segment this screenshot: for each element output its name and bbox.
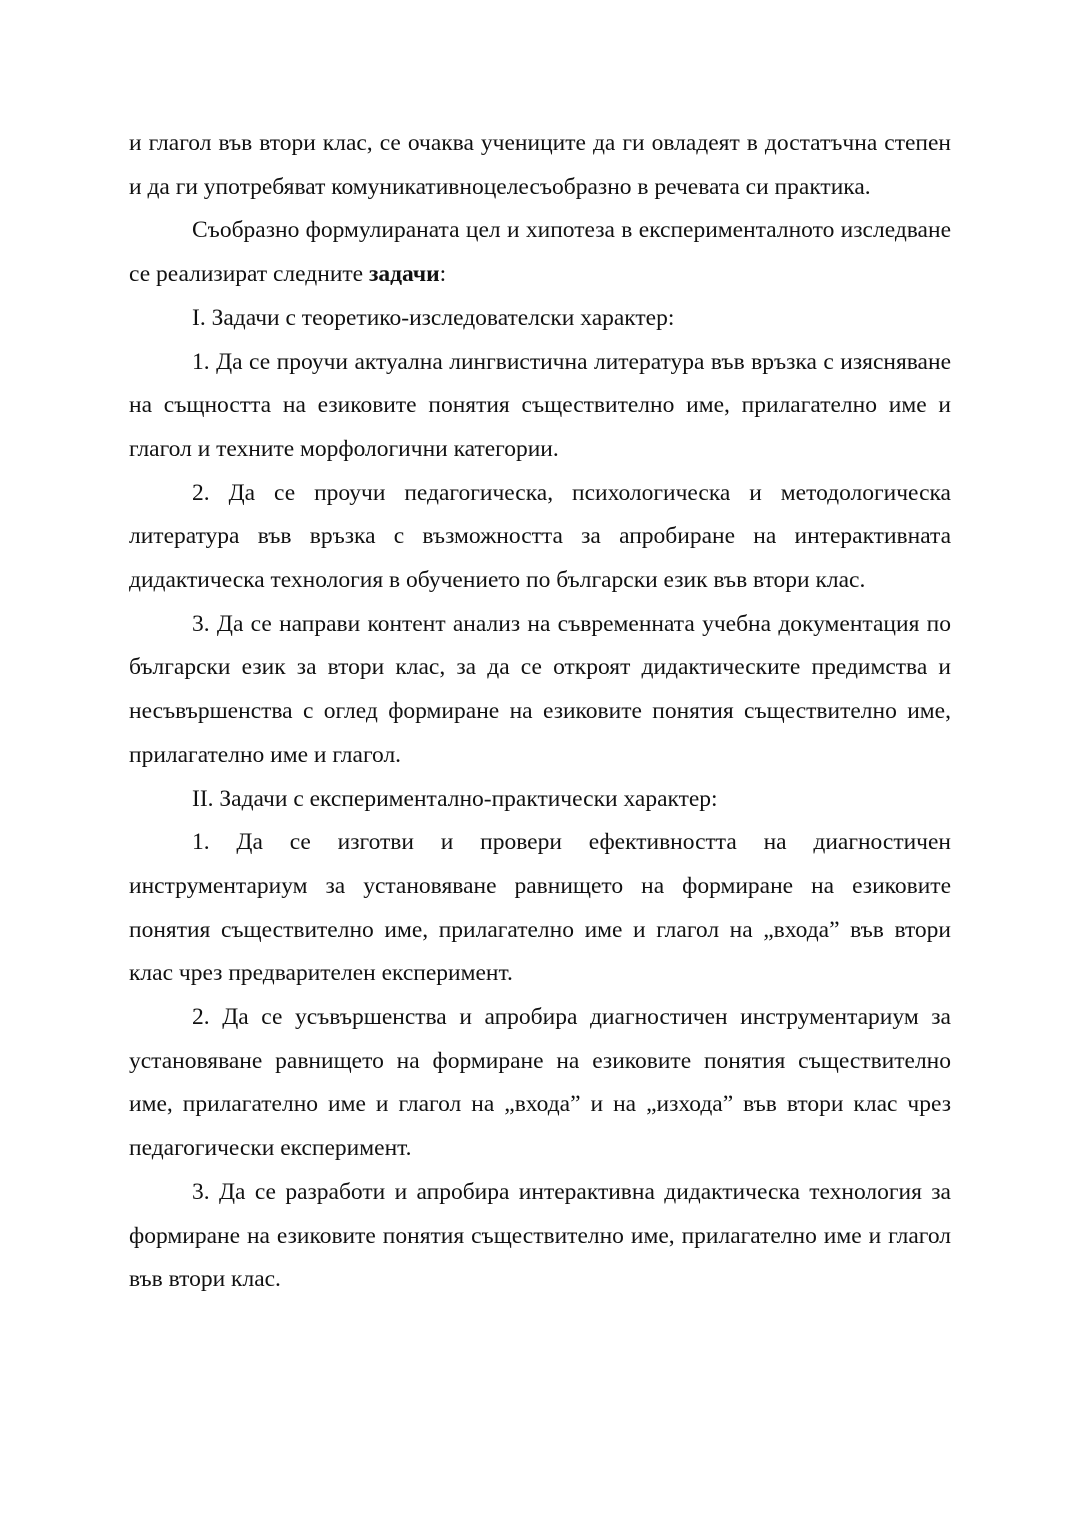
tasks-keyword: задачи (368, 261, 440, 288)
list-item: 3. Да се направи контент анализ на съвременната учебна документация по български език за втори клас, за да се откроят дидактическите предимства и несъвършенства с оглед формиране на езиковите понятия съществително име, прилагателно име и глагол. (129, 610, 951, 768)
list-item: 3. Да се разработи и апробира интерактивна дидактическа технология за формиране на езиковите понятия съществително име, прилагателно име и глагол във втори клас. (129, 1178, 951, 1293)
list-item: 1. Да се изготви и провери ефективността на диагностичен инструментариум за установяване равнището на формиране на езиковите понятия съществително име, прилагателно име и глагол на „входа” във втори клас чрез предварителен експеримент. (129, 829, 951, 987)
tasks-lead-colon: : (439, 261, 447, 288)
section-heading-experimental: II. Задачи с експериментално-практически характер: (192, 785, 718, 812)
list-item: 2. Да се усъвършенства и апробира диагностичен инструментариум за установяване равнището на формиране на езиковите понятия съществително име, прилагателно име и глагол на „входа” и на „изхода” във втори клас чрез педагогически експеримент. (129, 1004, 951, 1162)
list-item: 2. Да се проучи педагогическа, психологическа и методологическа литература във връзка с възможността за апробиране на интерактивната дидактическа технология в обучението по български език във втори клас. (129, 479, 951, 594)
tasks-lead-text: Съобразно формулираната цел и хипотеза в експерименталното изследване се реализират следните (129, 217, 951, 288)
paragraph-intro: и глагол във втори клас, се очаква учениците да ги овладеят в достатъчна степен и да ги употребяват комуникативноцелесъобразно в речевата си практика. (129, 130, 951, 200)
paragraph-tasks-lead (129, 209, 951, 296)
list-item: 1. Да се проучи актуална лингвистична литература във връзка с изясняване на същността на езиковите понятия съществително име, прилагателно име и глагол и техните морфологични категории. (129, 348, 951, 462)
document-page (129, 122, 951, 1302)
section-heading-theoretical: I. Задачи с теоретико-изследователски характер: (192, 304, 675, 331)
